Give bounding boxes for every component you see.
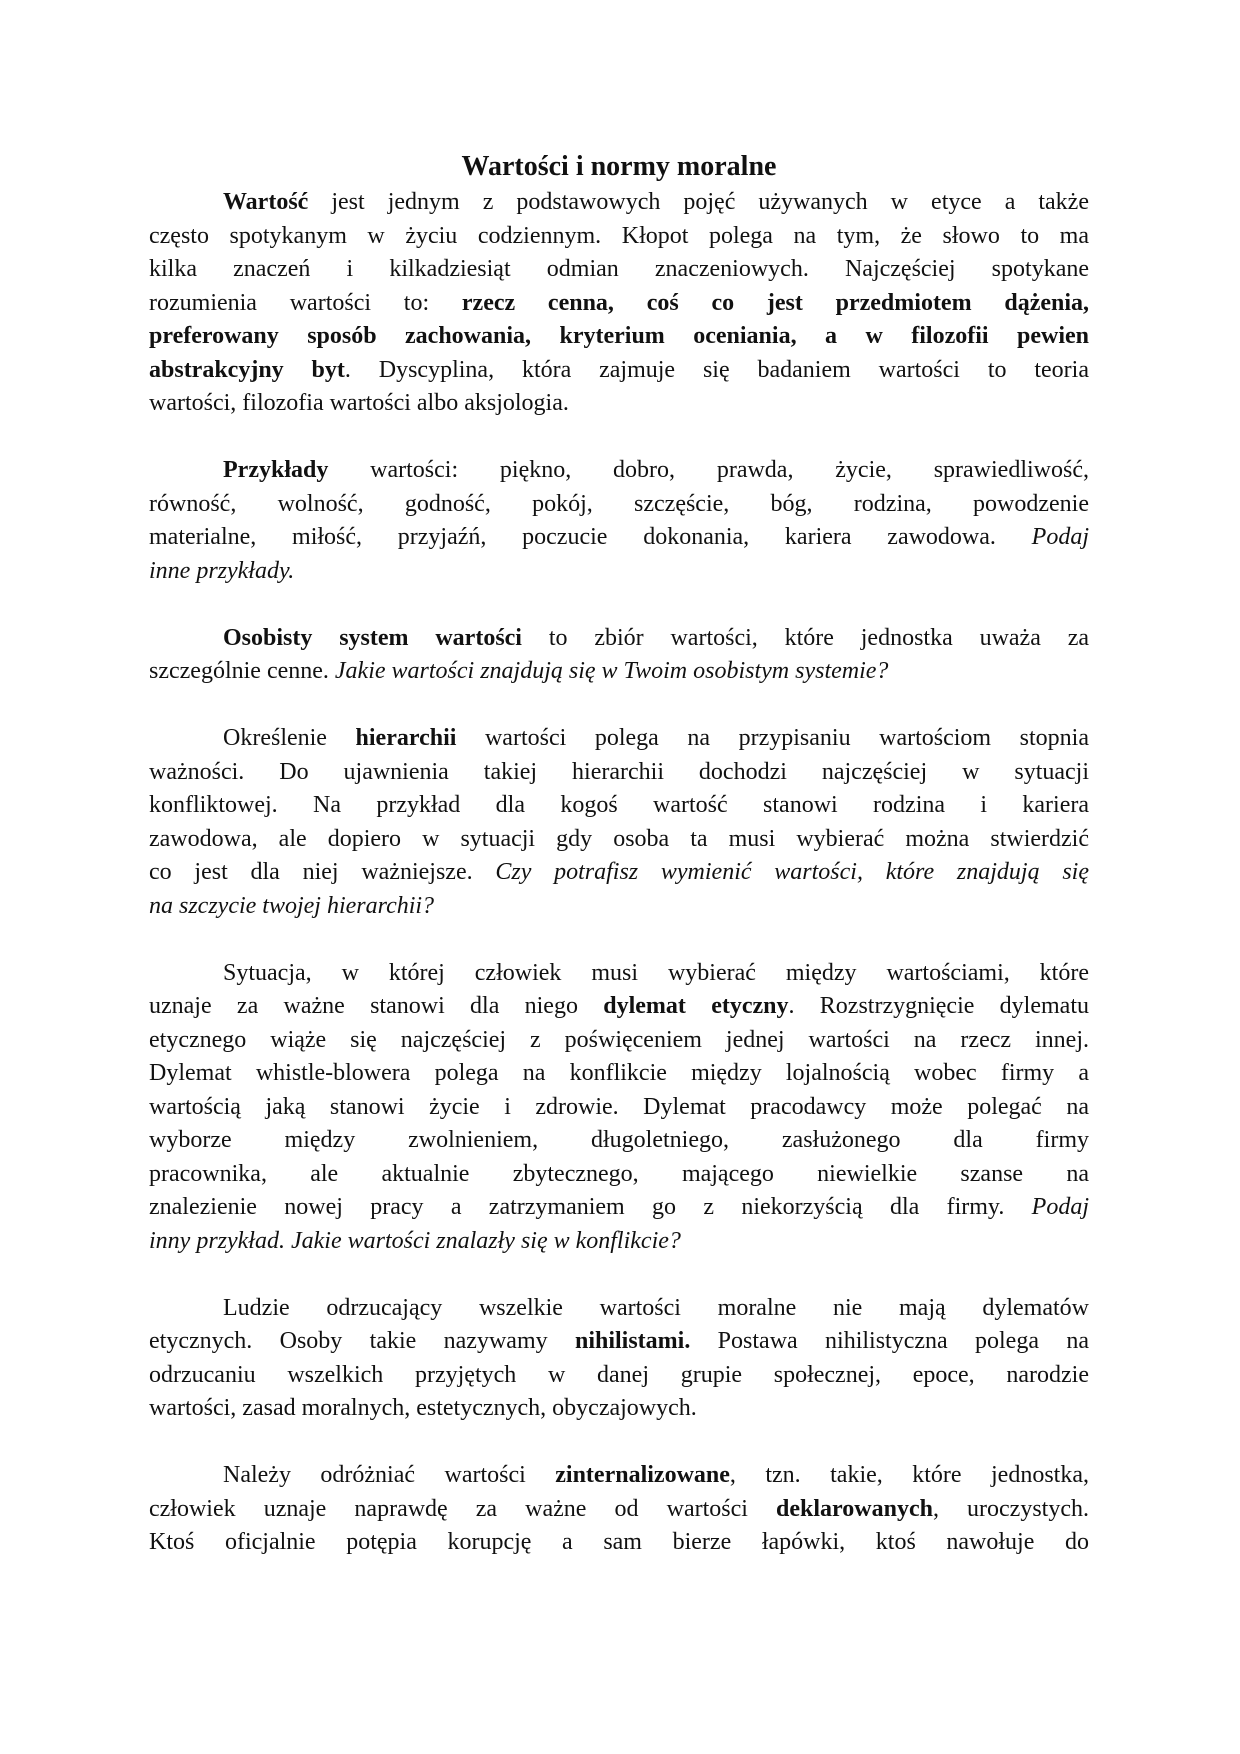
text-run: , tzn. takie, które jednostka, <box>729 1462 1089 1488</box>
paragraph-spacer <box>149 1426 1089 1460</box>
text-line <box>149 186 1089 220</box>
text-run: konfliktowej. Na przykład dla kogoś wartość stanowi rodzina i kariera <box>149 792 1089 818</box>
bold-text: Osobisty system wartości <box>223 624 522 651</box>
paragraph-spacer <box>149 689 1089 723</box>
text-run: pracownika, ale aktualnie zbytecznego, mającego niewielkie szanse na <box>149 1160 1089 1187</box>
text-run: Postawa nihilistyczna polega na <box>690 1328 1089 1354</box>
text-line <box>149 1124 1089 1158</box>
text-run: Określenie <box>223 725 356 751</box>
text-run: . Rozstrzygnięcie dylematu <box>788 993 1089 1019</box>
text-line <box>149 287 1089 321</box>
text-line <box>149 1392 1089 1426</box>
bold-text: rzecz cenna, coś co jest przedmiotem dążenia, <box>461 289 1090 316</box>
paragraph <box>149 957 1089 1259</box>
text-run: uznaje za ważne stanowi dla niego <box>149 993 604 1019</box>
text-line <box>149 220 1089 254</box>
italic-text: Jakie wartości znajdują się w Twoim osobistym systemie? <box>334 658 889 684</box>
paragraph <box>149 1292 1089 1426</box>
text-line <box>149 521 1089 555</box>
bold-text: deklarowanych <box>776 1495 933 1522</box>
paragraph <box>149 1459 1089 1560</box>
text-run: kilka znaczeń i kilkadziesiąt odmian znaczeniowych. Najczęściej spotykane <box>149 256 1089 282</box>
text-line <box>149 1459 1089 1493</box>
paragraph <box>149 186 1089 421</box>
text-line <box>149 320 1089 354</box>
text-run: . Dyscyplina, która zajmuje się badaniem wartości to teoria <box>344 356 1089 383</box>
text-line <box>149 1158 1089 1192</box>
text-run: człowiek uznaje naprawdę za ważne od wartości <box>149 1495 777 1522</box>
text-run: Ludzie odrzucający wszelkie wartości moralne nie mają dylematów <box>223 1294 1089 1321</box>
paragraph-spacer <box>149 421 1089 455</box>
paragraph-spacer <box>149 588 1089 622</box>
text-line <box>149 1091 1089 1125</box>
text-line <box>149 990 1089 1024</box>
italic-text: inny przykład. Jakie wartości znalazły się w konflikcie? <box>149 1227 681 1254</box>
text-run: odrzucaniu wszelkich przyjętych w danej grupie społecznej, epoce, narodzie <box>149 1361 1089 1388</box>
text-run: to zbiór wartości, które jednostka uważa za <box>521 624 1090 651</box>
paragraph-spacer <box>149 923 1089 957</box>
text-line <box>149 1292 1089 1326</box>
text-run: Dylemat whistle-blowera polega na konflikcie między lojalnością wobec firmy a <box>149 1060 1089 1086</box>
text-line <box>149 1493 1089 1527</box>
text-run: wartości: piękno, dobro, prawda, życie, sprawiedliwość, <box>328 457 1089 483</box>
text-line <box>149 1526 1089 1560</box>
bold-text: abstrakcyjny byt <box>149 356 345 383</box>
text-line <box>149 1225 1089 1259</box>
text-line <box>149 1024 1089 1058</box>
paragraph <box>149 454 1089 588</box>
text-run: ważności. Do ujawnienia takiej hierarchii dochodzi najczęściej w sytuacji <box>149 758 1089 785</box>
text-line <box>149 1191 1089 1225</box>
text-run: równość, wolność, godność, pokój, szczęście, bóg, rodzina, powodzenie <box>149 490 1089 517</box>
text-run: wartości, zasad moralnych, estetycznych, obyczajowych. <box>149 1395 697 1421</box>
bold-text: preferowany sposób zachowania, kryterium oceniania, a w filozofii pewien <box>149 323 1089 349</box>
text-line <box>149 1325 1089 1359</box>
italic-text: Czy potrafisz wymienić wartości, które znajdują się <box>495 859 1090 885</box>
text-line <box>149 622 1089 656</box>
text-line <box>149 454 1089 488</box>
italic-text: na szczycie twojej hierarchii? <box>149 892 435 919</box>
text-line <box>149 354 1089 388</box>
text-run: wyborze między zwolnieniem, długoletniego, zasłużonego dla firmy <box>149 1127 1089 1153</box>
document-title: Wartości i normy moralne <box>461 151 777 182</box>
text-run: materialne, miłość, przyjaźń, poczucie dokonania, kariera zawodowa. <box>149 524 1032 550</box>
text-line <box>149 387 1089 421</box>
text-run: co jest dla niej ważniejsze. <box>149 859 496 885</box>
text-run: Ktoś oficjalnie potępia korupcję a sam bierze łapówki, ktoś nawołuje do <box>149 1529 1089 1555</box>
bold-text: hierarchii <box>355 725 457 751</box>
text-run: szczególnie cenne. <box>149 658 335 684</box>
paragraph <box>149 622 1089 689</box>
text-run: wartością jaką stanowi życie i zdrowie. Dylemat pracodawcy może polegać na <box>149 1093 1089 1120</box>
text-line <box>149 253 1089 287</box>
text-line <box>149 1359 1089 1393</box>
text-line <box>149 555 1089 589</box>
bold-text: Wartość <box>223 189 309 215</box>
text-run: wartości, filozofia wartości albo aksjologia. <box>149 390 569 416</box>
text-run: jest jednym z podstawowych pojęć używanych w etyce a także <box>308 189 1089 215</box>
text-line <box>149 488 1089 522</box>
paragraph-spacer <box>149 1258 1089 1292</box>
text-run: rozumienia wartości to: <box>149 289 462 316</box>
text-line <box>149 756 1089 790</box>
text-line <box>149 789 1089 823</box>
text-run: Należy odróżniać wartości <box>223 1462 556 1488</box>
bold-text: zinternalizowane <box>555 1462 730 1488</box>
text-line <box>149 722 1089 756</box>
bold-text: dylemat etyczny <box>603 993 789 1019</box>
text-run: , uroczystych. <box>932 1495 1089 1522</box>
text-run: zawodowa, ale dopiero w sytuacji gdy osoba ta musi wybierać można stwierdzić <box>149 825 1089 852</box>
document-body <box>149 186 1089 1560</box>
text-line <box>149 823 1089 857</box>
italic-text: Podaj <box>1031 524 1089 550</box>
italic-text: inne przykłady. <box>149 557 295 584</box>
text-run: znalezienie nowej pracy a zatrzymaniem go z niekorzyścią dla firmy. <box>149 1194 1032 1220</box>
text-line <box>149 957 1089 991</box>
text-run: często spotykanym w życiu codziennym. Kłopot polega na tym, że słowo to ma <box>149 222 1089 249</box>
text-run: etycznego wiąże się najczęściej z poświęceniem jednej wartości na rzecz innej. <box>149 1026 1089 1053</box>
bold-text: Przykłady <box>223 457 329 483</box>
bold-text: nihilistami. <box>574 1328 691 1354</box>
text-line <box>149 856 1089 890</box>
paragraph <box>149 722 1089 923</box>
text-run: Sytuacja, w której człowiek musi wybierać między wartościami, które <box>223 959 1089 986</box>
text-line <box>149 890 1089 924</box>
text-run: etycznych. Osoby takie nazywamy <box>149 1328 575 1354</box>
text-line <box>149 1057 1089 1091</box>
italic-text: Podaj <box>1031 1194 1089 1220</box>
text-run: wartości polega na przypisaniu wartościom stopnia <box>456 725 1089 751</box>
text-line <box>149 655 1089 689</box>
